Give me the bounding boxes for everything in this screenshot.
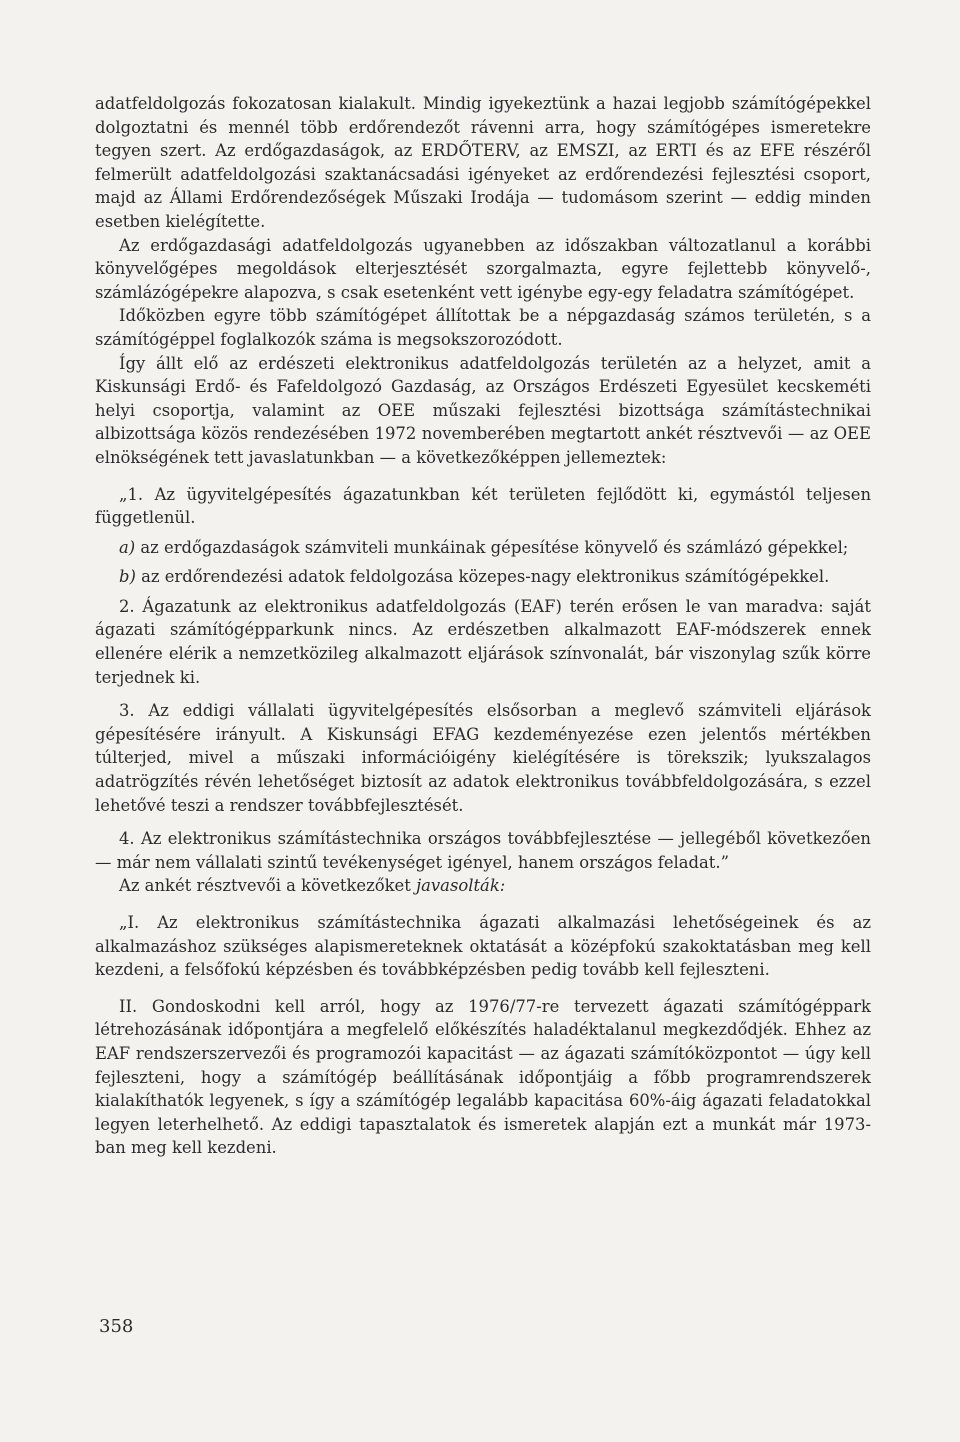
item-b-text: az erdőrendezési adatok feldolgozása közepes-nagy elektronikus számítógépekkel.: [141, 567, 830, 587]
quote-point-4: 4. Az elektronikus számítástechnika országos továbbfejlesztése — jellegéből következően — már nem vállalati szintű tevékenységet igényel, hanem országos feladat.”: [95, 829, 871, 872]
paragraph-3: Időközben egyre több számítógépet állítottak be a népgazdaság számos területén, s a számítógéppel foglalkozók száma is megsokszorozódott.: [95, 306, 871, 349]
page-number: 358: [99, 1316, 134, 1337]
quote-point-1b: [95, 565, 871, 589]
proposal-1: „I. Az elektronikus számítástechnika ágazati alkalmazási lehetőségeinek és az alkalmazáshoz szükséges alapismereteknek oktatását a középfokú szakoktatásban meg kell kezdeni, a felsőfokú képzésben és továbbképzésben pedig tovább kell fejleszteni.: [95, 913, 871, 980]
paragraph-4: Így állt elő az erdészeti elektronikus adatfeldolgozás területén az a helyzet, amit a Kiskunsági Erdő- és Fafeldolgozó Gazdaság, az Országos Erdészeti Egyesület kecskeméti helyi csoportja, valamint az OEE műszaki fejlesztési bizottsága számítástechnikai albizottsága közös rendezésében 1972 novemberében megtartott ankét résztvevői — az OEE elnökségének tett javaslatunkban — a következőképpen jellemeztek:: [95, 353, 871, 467]
item-b-label: b): [119, 567, 136, 587]
item-a-label: a): [119, 537, 136, 557]
quote-point-2: 2. Ágazatunk az elektronikus adatfeldolgozás (EAF) terén erősen le van maradva: saját ágazati számítógépparkunk nincs. Az erdészetben alkalmazott EAF-módszerek ennek ellenére elérik a nemzetközileg alkalmazott eljárások színvonalát, bár viszonylag szűk körre terjednek ki.: [95, 596, 871, 687]
proposal-2: II. Gondoskodni kell arról, hogy az 1976/77-re tervezett ágazati számítógéppark létrehozásának időpontjára a megfelelő előkészítés haladéktalanul megkezdődjék. Ehhez az EAF rendszerszervezői és programozói kapacitást — az ágazati számítóközpontot — úgy kell fejleszteni, hogy a számítógép beállításának időpontjáig a főbb programrendszerek kialakíthatók legyenek, s így a számítógép legalább kapacitása 60%-áig ágazati feladatokkal legyen leterhelhető. Az eddigi tapasztalatok és ismeretek alapján ezt a munkát már 1973-ban meg kell kezdeni.: [95, 996, 871, 1158]
quote-point-3: 3. Az eddigi vállalati ügyvitelgépesítés elsősorban a meglevő számviteli eljárások gépesítésére irányult. A Kiskunsági EFAG kezdeményezése ezen jelentős mértékben túlterjed, mivel a műszaki információigény kielégítésére is törekszik; lyukszalagos adatrögzítés révén lehetőséget biztosít az adatok elektronikus továbbfeldolgozására, s ezzel lehetővé teszi a rendszer továbbfejlesztését.: [95, 701, 871, 815]
quote-point-1a: [95, 536, 871, 560]
item-a-text: az erdőgazdaságok számviteli munkáinak gépesítése könyvelő és számlázó gépekkel;: [140, 537, 849, 557]
proposals-label: javasolták:: [416, 876, 506, 896]
quote-point-1: „1. Az ügyvitelgépesítés ágazatunkban két területen fejlődött ki, egymástól teljesen függetlenül.: [95, 484, 871, 528]
page-body: [95, 92, 871, 1160]
paragraph-1: adatfeldolgozás fokozatosan kialakult. Mindig igyekeztünk a hazai legjobb számítógépekkel dolgoztatni és mennél több erdőrendezőt rávenni arra, hogy számítógépes ismeretekre tegyen szert. Az erdőgazdaságok, az ERDŐTERV, az EMSZI, az ERTI és az EFE részéről felmerült adatfeldolgozási szaktanácsadási igényeket az erdőrendezési fejlesztési csoport, majd az Állami Erdőrendezőségek Műszaki Irodája — tudomásom szerint — eddig minden esetben kielégítette.: [95, 94, 871, 231]
proposals-intro: [95, 874, 871, 898]
proposals-intro-text: Az ankét résztvevői a következőket: [119, 876, 411, 896]
paragraph-2: Az erdőgazdasági adatfeldolgozás ugyanebben az időszakban változatlanul a korábbi könyvelőgépes megoldások elterjesztését szorgalmazta, egyre fejlettebb könyvelő-, számlázógépekre alapozva, s csak esetenként vett igénybe egy-egy feladatra számítógépet.: [95, 235, 871, 302]
